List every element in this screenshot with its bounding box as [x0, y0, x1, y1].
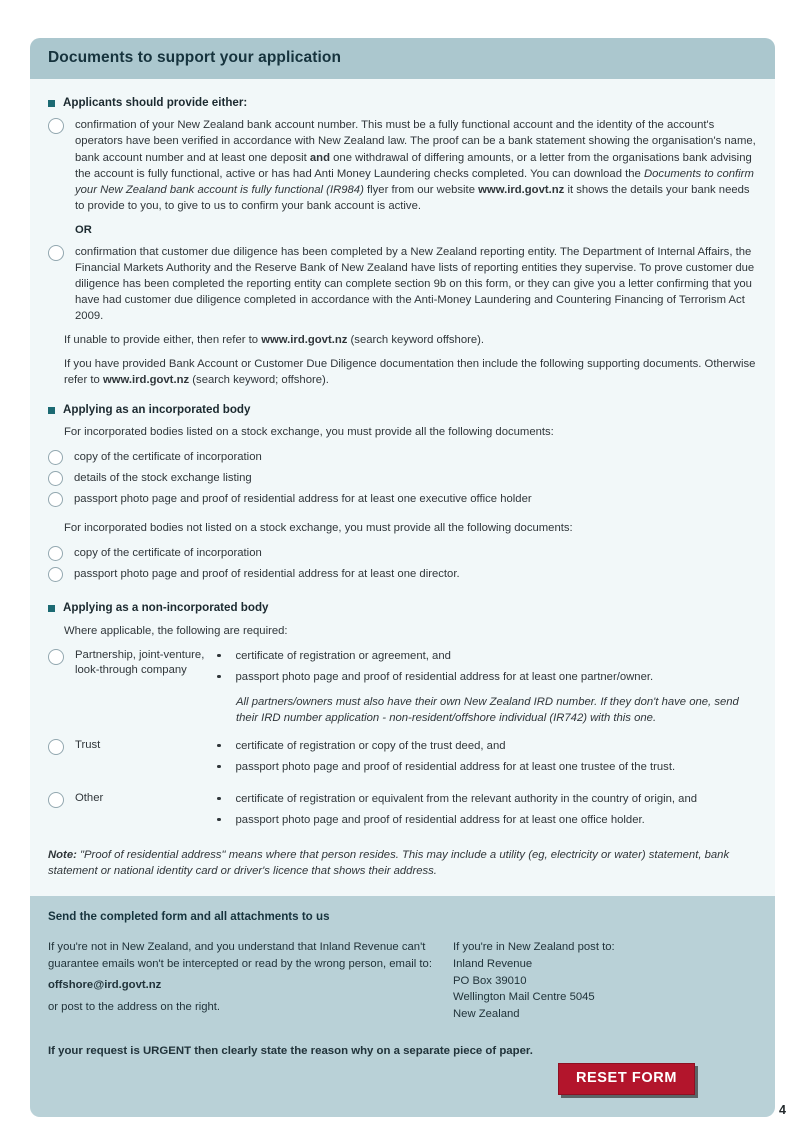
page-title: Documents to support your application	[48, 49, 342, 66]
radio-circle-listed-3[interactable]	[48, 492, 63, 507]
entity-items-partnership	[217, 648, 757, 738]
footer-column-email	[48, 939, 453, 1024]
unable-part2: (search keyword offshore).	[347, 333, 485, 346]
option-text-bank-account	[64, 117, 757, 213]
entity-row-trust[interactable]	[48, 738, 757, 780]
entity-label-partnership: Partnership, joint-venture, look-through company	[75, 648, 205, 677]
radio-circle-notlisted-2[interactable]	[48, 567, 63, 582]
radio-circle-trust[interactable]	[48, 739, 64, 755]
list-item	[217, 812, 757, 828]
list-item-text: certificate of registration or copy of the trust deed, and	[235, 739, 506, 752]
option-text-due-diligence: confirmation that customer due diligence has been completed by a New Zealand reporting entity. The Department of Internal Affairs, the Financial Markets Authority and the Reserve Bank of New Zealand have lists of reporting entities they supervise. To prove customer due diligence has been completed the reporting entity can complete section 9b on this form, or they can give you a letter confirming that you have had customer due diligence completed in accordance with the Anti-Money Laundering and Countering Financing of Terrorism Act 2009.	[75, 245, 755, 322]
entity-items-trust	[217, 738, 757, 780]
option-label-notlisted-1: copy of the certificate of incorporation	[74, 547, 262, 560]
section-heading-applicants	[48, 95, 757, 111]
option-row-due-diligence[interactable]	[48, 244, 757, 324]
page-number: 4	[779, 1103, 786, 1117]
list-item	[217, 669, 757, 685]
content-panel	[30, 38, 775, 1117]
square-bullet-icon	[48, 605, 55, 612]
footer-columns	[48, 939, 757, 1024]
section-heading-incorporated	[48, 402, 757, 418]
section-heading-label: Applying as an incorporated body	[63, 402, 251, 416]
provided-part1: If you have provided Bank Account or Customer Due Diligence documentation then include the following supporting documents. Otherwise refer to	[64, 357, 756, 386]
list-item-text: passport photo page and proof of residential address for at least one office holder.	[235, 813, 645, 826]
footer-postal-intro: If you're in New Zealand post to:	[453, 940, 615, 953]
option-row-listed-1[interactable]	[48, 449, 757, 465]
provided-website-link: www.ird.govt.nz	[102, 373, 190, 386]
list-item	[217, 648, 757, 664]
option-text-part4: it shows the details your bank needs to provide to you, to give to us to confirm your bank account is active.	[75, 183, 750, 212]
option-row-listed-3[interactable]	[48, 491, 757, 507]
footer-address-line-2: PO Box 39010	[453, 974, 527, 987]
option-text-part2: one withdrawal of differing amounts, or a letter from the organisations bank advising the account is fully functional, active or has had Anti Money Laundering checks completed. You can download the	[75, 151, 752, 180]
footer-email-outro: or post to the address on the right.	[48, 1001, 221, 1014]
list-item-text: passport photo page and proof of residential address for at least one trustee of the trust.	[235, 760, 676, 773]
square-bullet-icon	[48, 407, 55, 414]
entity-label-trust: Trust	[75, 738, 101, 751]
option-text-bold-website: www.ird.govt.nz	[478, 183, 565, 196]
list-item-text: certificate of registration or agreement, and	[235, 649, 451, 662]
section-header-bar	[30, 38, 775, 79]
option-text-italic-ir984: Documents to confirm your New Zealand bank account is fully functional (IR984)	[75, 167, 754, 196]
intro-where-applicable: Where applicable, the following are required:	[64, 624, 288, 637]
note-proof-of-address	[48, 847, 757, 882]
radio-circle-partnership[interactable]	[48, 649, 64, 665]
radio-circle-due-diligence[interactable]	[48, 245, 64, 261]
radio-circle-listed-1[interactable]	[48, 450, 63, 465]
unable-website-link: www.ird.govt.nz	[261, 333, 348, 346]
footer-address-line-4: New Zealand	[453, 1008, 520, 1021]
radio-circle-listed-2[interactable]	[48, 471, 63, 486]
option-label-notlisted-2: passport photo page and proof of residential address for at least one director.	[74, 568, 460, 581]
or-divider-label: OR	[75, 223, 92, 236]
document-body	[30, 79, 775, 896]
entity-row-partnership[interactable]	[48, 648, 757, 738]
footer-email-intro: If you're not in New Zealand, and you understand that Inland Revenue can't guarantee emails won't be intercepted or read by the wrong person, email to:	[48, 940, 432, 970]
footer-address-line-3: Wellington Mail Centre 5045	[453, 991, 595, 1004]
option-label-listed-1: copy of the certificate of incorporation	[74, 451, 262, 464]
option-label-listed-3: passport photo page and proof of residential address for at least one executive office holder	[74, 493, 532, 506]
option-row-listed-2[interactable]	[48, 470, 757, 486]
section-heading-label: Applying as a non-incorporated body	[63, 601, 269, 615]
square-bullet-icon	[48, 100, 55, 107]
option-text-part1: confirmation of your New Zealand bank account number. This must be a fully functional account and the identity of the account's operators have been verified in accordance with New Zealand law. The proof can be a bank statement showing the organisation's name, bank account number and at least one deposit	[75, 119, 756, 164]
option-text-part3: flyer from our website	[363, 183, 479, 196]
option-row-bank-account[interactable]	[48, 117, 757, 213]
entity-items-other	[217, 791, 757, 833]
footer-email-address[interactable]: offshore@ird.govt.nz	[48, 978, 162, 991]
footer-column-postal	[453, 939, 757, 1024]
paragraph-provided-docs	[64, 356, 757, 388]
intro-not-listed-stock-exchange: For incorporated bodies not listed on a stock exchange, you must provide all the following documents:	[64, 522, 573, 535]
note-text: "Proof of residential address" means where that person resides. This may include a utility (eg, electricity or water) statement, bank statement or national identity card or driver's licence that shows their address.	[48, 848, 730, 878]
section-heading-label: Applicants should provide either:	[63, 96, 248, 109]
option-row-notlisted-1[interactable]	[48, 545, 757, 561]
entity-label-other: Other	[75, 791, 104, 804]
radio-circle-bank-account[interactable]	[48, 118, 64, 134]
note-prefix: Note:	[48, 848, 77, 861]
paragraph-unable-to-provide	[64, 332, 757, 348]
entity-row-other[interactable]	[48, 791, 757, 833]
radio-circle-other[interactable]	[48, 792, 64, 808]
list-item	[217, 738, 757, 754]
list-item	[217, 791, 757, 807]
reset-button-container	[48, 1063, 757, 1095]
option-text-bold-and: and	[309, 151, 330, 164]
provided-part2: (search keyword; offshore).	[189, 373, 329, 386]
footer-title: Send the completed form and all attachments to us	[48, 909, 330, 923]
radio-circle-notlisted-1[interactable]	[48, 546, 63, 561]
option-label-listed-2: details of the stock exchange listing	[74, 472, 252, 485]
section-heading-non-incorporated	[48, 600, 757, 616]
reset-form-button[interactable]: RESET FORM	[558, 1063, 695, 1095]
urgent-notice: If your request is URGENT then clearly state the reason why on a separate piece of paper.	[48, 1045, 533, 1058]
entity-note-partnership: All partners/owners must also have their own New Zealand IRD number. If they don't have one, send their IRD number application - non-resident/offshore individual (IR742) with this one.	[236, 696, 739, 725]
footer-send-form	[30, 896, 775, 1117]
list-item-text: certificate of registration or equivalent from the relevant authority in the country of origin, and	[235, 792, 698, 805]
list-item-text: passport photo page and proof of residential address for at least one partner/owner.	[235, 670, 654, 683]
unable-part1: If unable to provide either, then refer to	[64, 333, 262, 346]
intro-listed-stock-exchange: For incorporated bodies listed on a stock exchange, you must provide all the following documents:	[64, 426, 554, 439]
option-row-notlisted-2[interactable]	[48, 566, 757, 582]
list-item	[217, 759, 757, 775]
footer-address-line-1: Inland Revenue	[453, 957, 533, 970]
